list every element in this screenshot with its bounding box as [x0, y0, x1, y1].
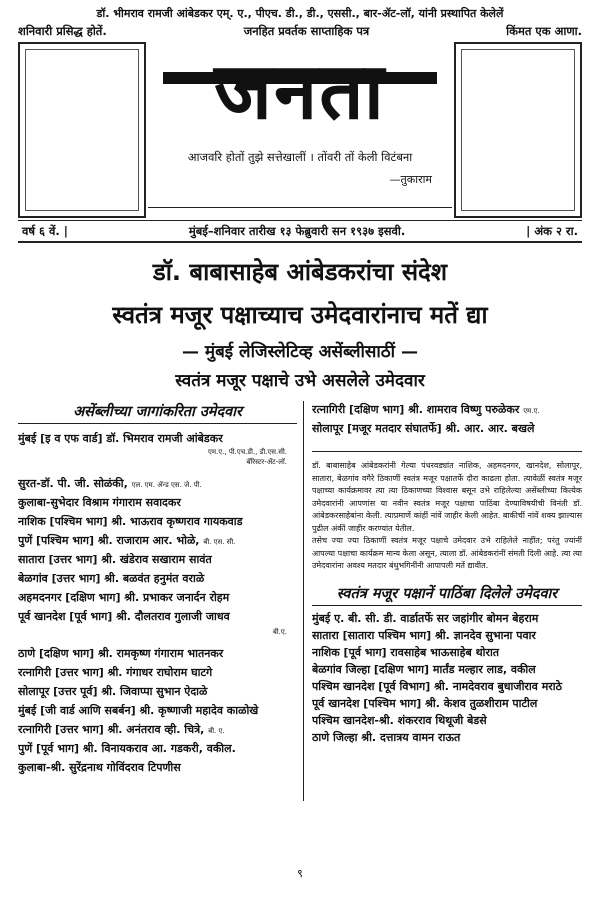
list-item: नाशिक [पूर्व भाग] रावसाहेब भाऊसाहेब थोरात: [312, 645, 500, 659]
list-item: रत्नागिरी [उत्तर भाग] श्री. गंगाधर राघोराम घाटगे: [18, 666, 213, 679]
headline-fourth: स्वतंत्र मजूर पक्षाचे उभे असलेले उमेदवार: [175, 371, 425, 391]
candidate-list-2: [18, 645, 297, 778]
first-candidate-degrees-2: बॅरिस्टर-ॲट-लॉ.: [246, 458, 287, 466]
body-columns: [18, 401, 582, 801]
issue-number: | अंक २ रा.: [526, 223, 578, 238]
first-candidate: मुंबई [इ व एफ वार्ड] डॉ. भिमराव रामजी आंबेडकर: [18, 432, 223, 445]
left-ornament-box: [18, 42, 146, 218]
notice-paragraph: [312, 451, 582, 573]
list-item: सातारा [उत्तर भाग] श्री. खंडेराव सखाराम सावंत: [18, 553, 212, 566]
list-item: अहमदनगर [दक्षिण भाग] श्री. प्रभाकर जनार्दन रोहम: [18, 591, 230, 604]
left-column-heading: असेंब्लीच्या जागांकरिता उमेदवार: [18, 401, 297, 424]
list-item-degree: बी.ए.: [272, 628, 287, 636]
masthead-motto: आजवरि होतों तुझे सत्तेखालीं । तोंवरी तों केली विटंबना: [187, 150, 413, 164]
candidate-list-1: [18, 475, 297, 637]
publication-day: शनिवारी प्रसिद्ध होतें.: [18, 24, 107, 38]
masthead-title: जनता: [214, 47, 386, 137]
tagline-row: [18, 24, 582, 40]
list-item: सातारा [सातारा पश्चिम भाग] श्री. ज्ञानदेव सुभाना पवार: [312, 628, 536, 642]
page-number: ९: [297, 867, 303, 880]
notice-text-1: डॉ. बाबासाहेब आंबेडकरांनी गेल्या पंधरवड्यांत नाशिक, अहमदनगर, खानदेश, सोलापूर, सातारा, बेळगांव वगैरे ठिकाणीं स्वतंत्र मजूर पक्षातर्फे दौरा काढला होता. त्यावेळीं स्वतंत्र मजूर पक्षाच्या कार्यक्रमावर त्या त्या ठिकाणच्या विश्वास बसून उभे राहिलेल्या असेंब्लीच्या कित्येक उमेदवारांनी आपणांस या नवीन स्वतंत्र मजूर पक्षाचा पाठिंबा देण्याविषयीची विनंती डॉ. आंबेडकरसाहेबांना केली. त्याप्रमाणें कांहीं नांवें जाहीर केली आहेत. बाकीचीं नांवें शक्य झाल्यास पुढील अंकीं जाहीर करण्यांत येतील.: [312, 461, 582, 533]
paper-type: जनहित प्रवर्तक साप्ताहिक पत्र: [243, 24, 370, 38]
list-item: पूर्व खानदेश [पश्चिम भाग] श्री. केशव तुळशीराम पाटील: [312, 696, 538, 710]
list-item: सोलापूर [उत्तर पूर्व] श्री. जिवाप्पा सुभान ऐदाळे: [18, 685, 208, 698]
notice-text-2: तसेच ज्या ज्या ठिकाणीं स्वतंत्र मजूर पक्षाचे उमेदवार उभे राहिलेले नाहींत; परंतु ज्यांनीं आपल्या पक्षाचा कार्यक्रम मान्य केला असून, त्याला डॉ. आंबेडकरांनीं संमती दिली आहे. त्या त्या उमेदवारांना अवश्य मतदार बंधुभगिनींनी आपापली मतें द्यावीत.: [312, 536, 582, 570]
headline-third: — मुंबई लेजिस्लेटिव्ह असेंब्लीसाठीं —: [182, 342, 418, 362]
list-item: रत्नागिरी [दक्षिण भाग] श्री. शामराव विष्णु परुळेकर एम.ए.: [312, 403, 540, 416]
list-item: मुंबई ए. बी. सी. डी. वार्डातर्फे सर जहांगीर बोमन बेहराम: [312, 611, 539, 625]
masthead-rule: [148, 207, 452, 208]
list-item: पश्चिम खानदेश-श्री. शंकरराव थिथूजी बेडसे: [312, 713, 487, 727]
issue-date: मुंबई–शनिवार तारीख १३ फेब्रुवारी सन १९३७ इसवी.: [188, 223, 406, 238]
list-item: पुणें [पूर्व भाग] श्री. विनायकराव आ. गडकरी, वकील.: [18, 742, 236, 755]
list-item: मुंबई [जी वार्ड आणि सबर्बन] श्री. कृष्णाजी महादेव काळोखे: [18, 704, 259, 717]
price: किंमत एक आणा.: [506, 24, 582, 38]
list-item: बेळगांव [उत्तर भाग] श्री. बळवंत हनुमंत वराळे: [18, 572, 205, 585]
right-column: [304, 401, 582, 801]
list-item: कुलाबा-श्री. सुरेंद्रनाथ गोविंदराव टिपणीस: [18, 761, 181, 774]
first-candidate-degrees: एम.ए., पी.एच.डी., डी.एस.सी.: [208, 448, 287, 456]
left-column: [18, 401, 303, 801]
list-item: पुणें [पश्चिम भाग] श्री. राजाराम आर. भोळे, बी. एस. सी.: [18, 534, 236, 547]
issue-year: वर्ष ६ वें. |: [22, 223, 68, 238]
headline-second: स्वतंत्र मजूर पक्षाच्याच उमेदवारांनाच मतें द्या: [112, 301, 488, 329]
list-item: ठाणे जिल्हा श्री. दत्तात्रय वामन राऊत: [312, 730, 461, 744]
list-item: नाशिक [पश्चिम भाग] श्री. भाऊराव कृष्णराव गायकवाड: [18, 515, 243, 528]
supported-list: [312, 610, 582, 746]
list-item: बेळगांव जिल्हा [दक्षिण भाग] मार्तंड मल्हार लाड, वकील: [312, 662, 536, 676]
issue-line: [18, 220, 582, 243]
list-item: पूर्व खानदेश [पूर्व भाग] श्री. दौलतराव गुलाजी जाधव: [18, 610, 230, 623]
founder-line: डॉ. भीमराव रामजी आंबेडकर एम्. ए., पीएच. डी., डी., एससी., बार-ॲट-लॉ, यांनी प्रस्थापित केलेलें: [96, 7, 504, 20]
list-item: कुलाबा-सुभेदार विश्राम गंगाराम सवादकर: [18, 496, 181, 509]
headline-main: डॉ. बाबासाहेब आंबेडकरांचा संदेश: [152, 258, 448, 286]
right-column-heading: स्वतंत्र मजूर पक्षानें पाठिंबा दिलेले उमेदवार: [312, 583, 582, 606]
motto-author: —तुकाराम: [389, 173, 432, 186]
masthead: [18, 42, 582, 220]
list-item: पश्चिम खानदेश [पूर्व विभाग] श्री. नामदेवराव बुधाजीराव मराठे: [312, 679, 563, 693]
list-item: सुरत-डॉ. पी. जी. सोळंकी, एल. एम. ॲन्ड एस. जे. पी.: [18, 477, 202, 490]
list-item: रत्नागिरी [उत्तर भाग] श्री. अनंतराव व्ही. चित्रे, बी. ए.: [18, 723, 225, 736]
right-ornament-box: [454, 42, 582, 218]
list-item: ठाणे [दक्षिण भाग] श्री. रामकृष्ण गंगाराम भातनकर: [18, 647, 224, 660]
list-item: सोलापूर [मजूर मतदार संघातर्फे] श्री. आर. आर. बखले: [312, 422, 535, 435]
